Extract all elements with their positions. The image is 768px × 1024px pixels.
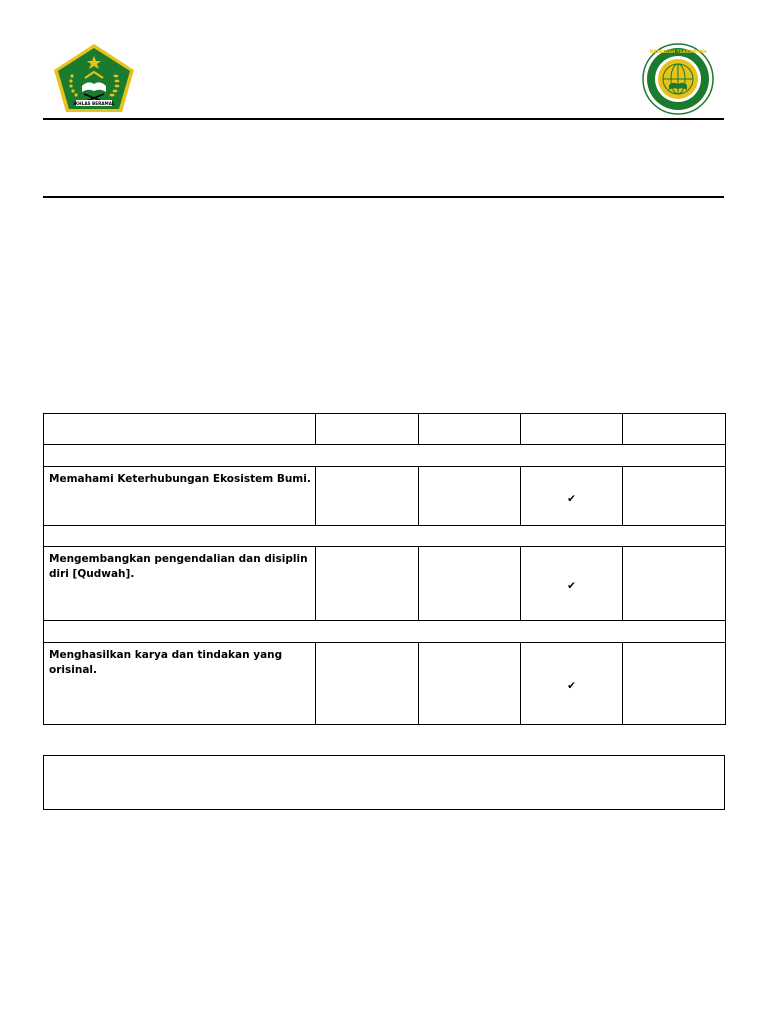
header-cell <box>44 414 316 445</box>
header-cell <box>623 414 726 445</box>
mark-cell <box>623 547 726 621</box>
mark-cell <box>623 467 726 526</box>
criterion-cell: Memahami Keterhubungan Ekosistem Bumi. <box>44 467 316 526</box>
section-cell <box>44 621 726 643</box>
header-cell <box>316 414 419 445</box>
mark-cell <box>521 467 623 526</box>
mark-cell <box>521 643 623 725</box>
mark-cell <box>419 643 521 725</box>
mark-cell <box>316 643 419 725</box>
mark-cell <box>419 467 521 526</box>
check-mark: ✔ <box>567 492 576 505</box>
madrasah-logo <box>640 43 716 115</box>
header-rule-top <box>43 118 724 120</box>
kemenag-logo <box>52 42 136 114</box>
mark-cell <box>419 547 521 621</box>
mark-cell <box>316 467 419 526</box>
table-header-row <box>44 414 726 445</box>
section-cell <box>44 445 726 467</box>
header-rule-bottom <box>43 196 724 198</box>
right-logo-text: MADRASAH TSANAWIYAH <box>649 49 707 54</box>
section-row <box>44 621 726 643</box>
assessment-table <box>43 413 726 725</box>
section-cell <box>44 526 726 547</box>
table-row <box>44 643 726 725</box>
header-cell <box>419 414 521 445</box>
check-mark: ✔ <box>567 680 576 692</box>
left-logo-text: IKHLAS BERAMAL <box>73 101 115 106</box>
mark-cell <box>521 547 623 621</box>
check-mark: ✔ <box>567 580 576 592</box>
header-cell <box>521 414 623 445</box>
criterion-cell: Mengembangkan pengendalian dan disiplin diri [Qudwah]. <box>44 547 316 621</box>
criterion-cell: Menghasilkan karya dan tindakan yang orisinal. <box>44 643 316 725</box>
notes-box <box>43 755 725 810</box>
table-row <box>44 547 726 621</box>
section-row <box>44 526 726 547</box>
table-row <box>44 467 726 526</box>
mark-cell <box>316 547 419 621</box>
mark-cell <box>623 643 726 725</box>
section-row <box>44 445 726 467</box>
